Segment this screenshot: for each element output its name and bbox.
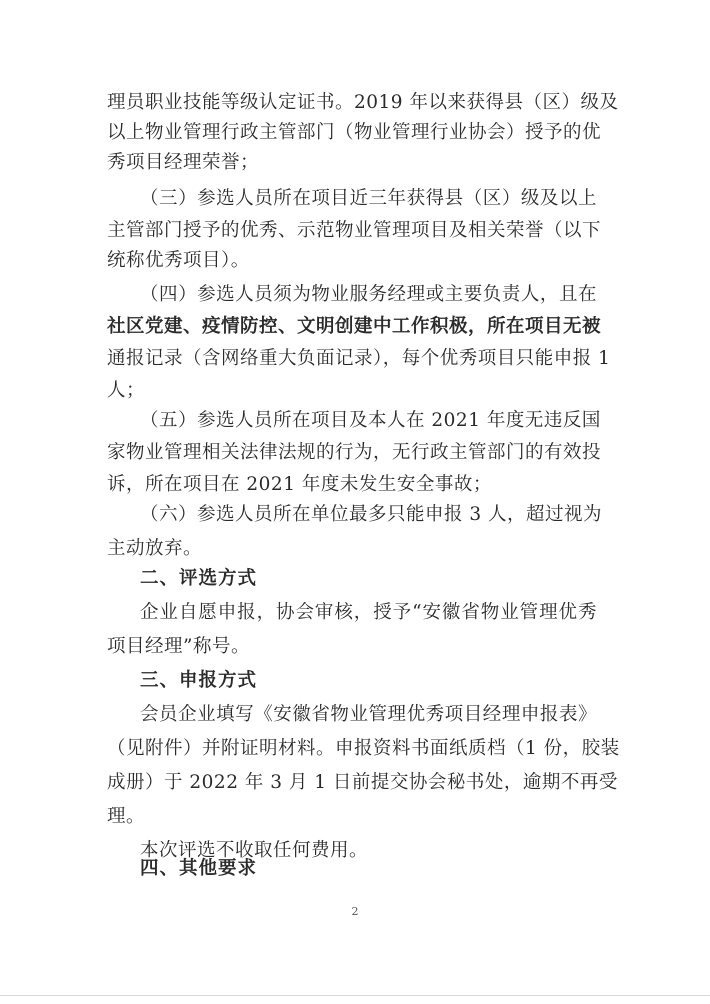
- paragraph-line: 成册）于 2022 年 3 月 1 日前提交协会秘书处，逾期不再受: [107, 772, 618, 793]
- item-three-line: （三）参选人员所在项目近三年获得县（区）级及以上: [140, 188, 597, 209]
- paragraph-line: 企业自愿申报，协会审核，授予“安徽省物业管理优秀: [140, 602, 597, 623]
- paragraph-line: 人；: [107, 380, 146, 401]
- paragraph-line: 秀项目经理荣誉；: [107, 152, 260, 173]
- paragraph-line: （见附件）并附证明材料。申报资料书面纸质档（1 份，胶装: [107, 738, 620, 759]
- paragraph-line: 通报记录（含网络重大负面记录），每个优秀项目只能申报 1: [107, 348, 611, 369]
- item-four-line: （四）参选人员须为物业服务经理或主要负责人，且在: [140, 284, 597, 305]
- paragraph-line: 诉，所在项目在 2021 年度未发生安全事故；: [107, 474, 492, 495]
- paragraph-line: 会员企业填写《安徽省物业管理优秀项目经理申报表》: [140, 704, 597, 725]
- paragraph-line: 理员职业技能等级认定证书。2019 年以来获得县（区）级及: [107, 92, 619, 113]
- paragraph-line: 以上物业管理行政主管部门（物业管理行业协会）授予的优: [107, 122, 602, 143]
- item-five-line: （五）参选人员所在项目及本人在 2021 年度无违反国: [140, 410, 601, 431]
- paragraph-line: 统称优秀项目）。: [107, 250, 250, 271]
- page-bottom-rule: [0, 995, 710, 996]
- paragraph-line: 项目经理”称号。: [107, 636, 250, 657]
- paragraph-line: 主管部门授予的优秀、示范物业管理项目及相关荣誉（以下: [107, 220, 602, 241]
- paragraph-line-emphasis: 社区党建、疫情防控、文明创建中工作积极，所在项目无被: [107, 316, 602, 337]
- paragraph-line: 主动放弃。: [107, 538, 203, 559]
- paragraph-line: 家物业管理相关法律法规的行为，无行政主管部门的有效投: [107, 442, 602, 463]
- page-number: 2: [351, 905, 359, 918]
- section-heading-other-requirements: 四、其他要求: [140, 858, 258, 879]
- paragraph-line: 本次评选不收取任何费用。: [140, 840, 369, 861]
- item-six-line: （六）参选人员所在单位最多只能申报 3 人，超过视为: [140, 504, 603, 525]
- section-heading-selection-method: 二、评选方式: [140, 568, 258, 589]
- section-heading-application-method: 三、申报方式: [140, 670, 258, 691]
- paragraph-line: 理。: [107, 806, 146, 827]
